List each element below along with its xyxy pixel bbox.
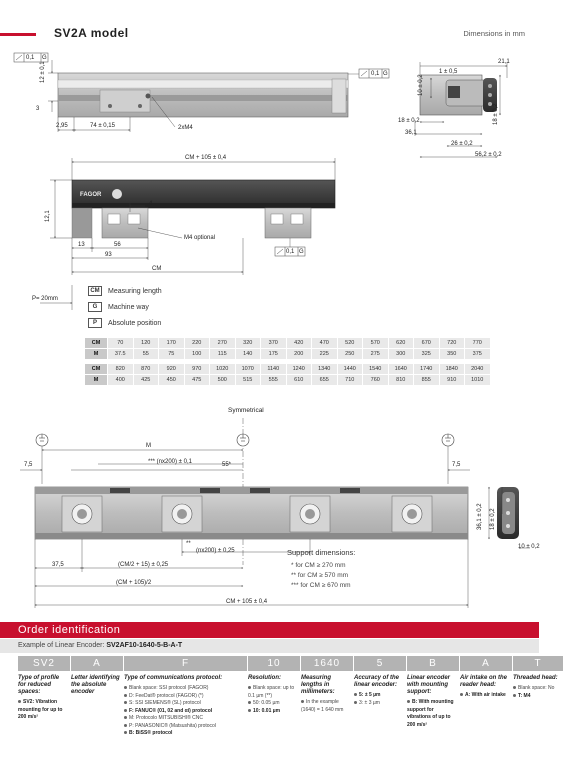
table-cell: 220 bbox=[185, 338, 210, 348]
legend bbox=[88, 283, 162, 331]
table-cell: 870 bbox=[134, 364, 159, 374]
table-cell: 710 bbox=[338, 375, 363, 385]
table-cell: 1070 bbox=[236, 364, 261, 374]
order-column-item bbox=[124, 708, 245, 716]
order-item-text: M: Protocolo MITSUBISHI® CNC bbox=[129, 715, 203, 721]
order-column-item bbox=[248, 685, 298, 700]
top-datum: G bbox=[42, 55, 47, 61]
table-cell: 760 bbox=[363, 375, 388, 385]
order-code-segment: 1640 bbox=[301, 656, 353, 671]
order-item-text: A: With air intake bbox=[465, 692, 506, 698]
table-cell: 1640 bbox=[389, 364, 414, 374]
table-cell: 670 bbox=[414, 338, 439, 348]
front-dim-13: 13 bbox=[78, 242, 85, 248]
example-label: Example of Linear Encoder: bbox=[18, 642, 105, 649]
order-column-heading: Measuring lengths in millimeters: bbox=[301, 675, 335, 695]
front-dim-12-1: 12,1 bbox=[45, 210, 51, 222]
table-cell: 75 bbox=[159, 349, 184, 359]
support-dimensions bbox=[287, 548, 355, 591]
bottom-dim-cm2: (CM/2 + 15) ± 0,25 bbox=[118, 562, 169, 568]
order-item-text: T: M4 bbox=[518, 692, 531, 699]
order-column-item bbox=[124, 730, 245, 738]
side-dim-1: 1 ± 0,5 bbox=[439, 69, 458, 75]
table-cell: 475 bbox=[185, 375, 210, 385]
side-dim-18b: 18 ± 0,2 bbox=[493, 103, 499, 125]
order-column-item bbox=[124, 723, 245, 731]
order-item-text: Blank space: SSI protocol (FAGOR) bbox=[129, 685, 209, 691]
order-item-text: S: SSI SIEMENS® (SL) protocol bbox=[129, 700, 201, 706]
table-cell: 555 bbox=[261, 375, 286, 385]
bullet-icon bbox=[513, 694, 516, 697]
order-column-heading: Resolution: bbox=[248, 675, 281, 681]
bottom-dim-10: 10 ± 0,2 bbox=[518, 544, 540, 550]
order-column-item bbox=[407, 699, 457, 729]
front-view-drawing bbox=[40, 158, 335, 310]
table-cell: 2040 bbox=[465, 364, 490, 374]
support-item: ** for CM ≥ 570 mm bbox=[291, 572, 349, 579]
table-cell: 920 bbox=[159, 364, 184, 374]
table-cell: 420 bbox=[287, 338, 312, 348]
table-cell: 570 bbox=[363, 338, 388, 348]
bullet-icon bbox=[124, 686, 127, 689]
order-column-item bbox=[18, 699, 68, 722]
order-item-text: P: PANASONIC® (Matsushita) protocol bbox=[129, 722, 216, 729]
bullet-icon bbox=[124, 701, 127, 704]
order-column-item bbox=[124, 700, 245, 708]
order-column-heading: Type of profile for reduced spaces: bbox=[18, 675, 60, 695]
bullet-icon bbox=[124, 731, 127, 734]
table-cell: 425 bbox=[134, 375, 159, 385]
dimensions-note: Dimensions in mm bbox=[463, 29, 525, 38]
top-view-drawing bbox=[14, 53, 389, 132]
order-item-text: 50: 0.05 µm bbox=[253, 700, 280, 706]
side-dim-36-1: 36,1 bbox=[405, 130, 417, 136]
order-item-text: B: With mounting support for vibrations of up to 200 m/s² bbox=[407, 699, 454, 728]
order-code-segment: A bbox=[460, 656, 512, 671]
table-cell: 320 bbox=[236, 338, 261, 348]
support-item: *** for CM ≥ 670 mm bbox=[291, 582, 351, 589]
table-cell: 140 bbox=[236, 349, 261, 359]
order-column-item bbox=[354, 692, 404, 700]
legend-key: G bbox=[88, 302, 102, 312]
table-row bbox=[85, 375, 490, 385]
screw-label: 2xM4 bbox=[178, 125, 193, 131]
order-column bbox=[71, 675, 124, 738]
order-code-segment: B bbox=[407, 656, 459, 671]
order-code-segment: SV2 bbox=[18, 656, 70, 671]
order-code-segment: 5 bbox=[354, 656, 406, 671]
table-cell: 500 bbox=[210, 375, 235, 385]
support-title: Support dimensions: bbox=[287, 548, 356, 557]
bullet-icon bbox=[248, 686, 251, 689]
table-cell: 720 bbox=[440, 338, 465, 348]
order-item-text: F: FANUC® (01, 02 and αi) protocol bbox=[129, 707, 213, 714]
side-dim-21-1: 21,1 bbox=[498, 59, 510, 65]
order-column-heading: Accuracy of the linear encoder: bbox=[354, 675, 400, 688]
table-cell: 520 bbox=[338, 338, 363, 348]
order-column-item bbox=[513, 685, 561, 693]
bottom-dim-cm105-2: (CM + 105)/2 bbox=[116, 580, 152, 586]
order-column bbox=[513, 675, 564, 738]
order-column bbox=[354, 675, 407, 738]
bullet-icon bbox=[18, 700, 21, 703]
bottom-dim-nx200b: (nx200) ± 0,25 bbox=[196, 548, 235, 554]
table-row bbox=[85, 349, 490, 359]
dim-74: 74 ± 0,15 bbox=[90, 123, 115, 129]
table-cell: 275 bbox=[363, 349, 388, 359]
bullet-icon bbox=[354, 693, 357, 696]
table-cell: 250 bbox=[338, 349, 363, 359]
table-cell: 200 bbox=[287, 349, 312, 359]
order-code-segment: A bbox=[71, 656, 123, 671]
front-dim-4: 4 bbox=[149, 201, 153, 207]
table-cell: 270 bbox=[210, 338, 235, 348]
order-column-item bbox=[301, 699, 351, 714]
table-cell: 1740 bbox=[414, 364, 439, 374]
order-column bbox=[460, 675, 513, 738]
table-cell: 855 bbox=[414, 375, 439, 385]
table-cell: 400 bbox=[108, 375, 133, 385]
dim-3: 3 bbox=[36, 106, 40, 112]
legend-text: Measuring length bbox=[108, 287, 162, 295]
side-dim-56-2: 56,2 ± 0,2 bbox=[475, 152, 502, 158]
table-cell: 1340 bbox=[312, 364, 337, 374]
bullet-icon bbox=[124, 716, 127, 719]
top-flatness-value: 0,1 bbox=[26, 55, 35, 61]
table-cell: 970 bbox=[185, 364, 210, 374]
table-cell: 100 bbox=[185, 349, 210, 359]
table-cell: 1020 bbox=[210, 364, 235, 374]
order-code-segment: T bbox=[513, 656, 563, 671]
table-cell: 37.5 bbox=[108, 349, 133, 359]
table-cell: 1540 bbox=[363, 364, 388, 374]
m4-optional-label: M4 optional bbox=[184, 235, 216, 241]
table-gap-cell bbox=[85, 360, 490, 363]
page-title: SV2A model bbox=[54, 26, 129, 40]
side-dim-10: 10 ± 0,2 bbox=[418, 74, 424, 96]
bottom-dim-37-5: 37,5 bbox=[52, 562, 64, 568]
table-cell: 515 bbox=[236, 375, 261, 385]
front-dim-56: 56 bbox=[114, 242, 121, 248]
bullet-icon bbox=[513, 686, 516, 689]
order-column-heading: Type of communications protocol: bbox=[124, 675, 223, 681]
legend-key: P bbox=[88, 318, 102, 328]
table-cell: 120 bbox=[134, 338, 159, 348]
legend-item bbox=[88, 315, 162, 331]
front-dim-93: 93 bbox=[105, 252, 112, 258]
top-right-datum: G bbox=[383, 71, 388, 77]
bullet-icon bbox=[301, 700, 304, 703]
fagor-logo-text: FAGOR bbox=[80, 192, 102, 198]
table-cell: 1440 bbox=[338, 364, 363, 374]
order-item-text: SV2: Vibration mounting for up to 200 m/s² bbox=[18, 699, 63, 720]
table-row-header: CM bbox=[85, 364, 107, 374]
dim-2-95: 2,95 bbox=[56, 123, 68, 129]
symmetrical-label: Symmetrical bbox=[228, 407, 264, 414]
table-cell: 810 bbox=[389, 375, 414, 385]
table-cell: 620 bbox=[389, 338, 414, 348]
table-cell: 910 bbox=[440, 375, 465, 385]
order-column-heading: Letter identifying the absolute encoder bbox=[71, 675, 120, 695]
bottom-dim-nx200: *** (nx200) ± 0,1 bbox=[148, 459, 192, 465]
side-dim-26: 26 ± 0,2 bbox=[451, 141, 473, 147]
table-cell: 450 bbox=[159, 375, 184, 385]
bottom-dim-cm105: CM + 105 ± 0,4 bbox=[226, 599, 268, 605]
table-cell: 1840 bbox=[440, 364, 465, 374]
order-columns bbox=[18, 675, 564, 738]
order-column-heading: Linear encoder with mounting support: bbox=[407, 675, 451, 695]
order-item-text: D: FeeDat® protocol (FAGOR) (*) bbox=[129, 692, 204, 699]
order-column-item bbox=[124, 685, 245, 693]
table-row bbox=[85, 364, 490, 374]
order-code-segment: F bbox=[124, 656, 247, 671]
bullet-icon bbox=[248, 709, 251, 712]
front-dim-cm105: CM + 105 ± 0,4 bbox=[185, 155, 227, 161]
bullet-icon bbox=[124, 724, 127, 727]
bottom-dim-star: ** bbox=[186, 541, 191, 547]
order-code-segment: 10 bbox=[248, 656, 300, 671]
order-column bbox=[301, 675, 354, 738]
order-example bbox=[0, 639, 539, 653]
order-title: Order identification bbox=[18, 624, 121, 636]
order-column bbox=[248, 675, 301, 738]
bottom-dim-7-5-right: 7,5 bbox=[452, 462, 461, 468]
table-row-header: M bbox=[85, 375, 107, 385]
bottom-view-drawing bbox=[20, 418, 530, 608]
table-cell: 470 bbox=[312, 338, 337, 348]
table-cell: 1240 bbox=[287, 364, 312, 374]
order-item-text: 10: 0.01 µm bbox=[253, 707, 281, 714]
table-row-header: M bbox=[85, 349, 107, 359]
order-column bbox=[18, 675, 71, 738]
order-column-heading: Air intake on the reader head: bbox=[460, 675, 508, 688]
support-item: * for CM ≥ 270 mm bbox=[291, 562, 346, 569]
legend-text: Absolute position bbox=[108, 319, 162, 327]
bullet-icon bbox=[407, 700, 410, 703]
legend-text: Machine way bbox=[108, 303, 149, 311]
order-item-text: Blank space: up to 0.1 µm (**) bbox=[248, 685, 295, 699]
table-cell: 1140 bbox=[261, 364, 286, 374]
table-cell: 1010 bbox=[465, 375, 490, 385]
order-column bbox=[124, 675, 248, 738]
table-cell: 350 bbox=[440, 349, 465, 359]
cm-m-table bbox=[84, 337, 491, 386]
table-gap bbox=[85, 360, 490, 363]
bottom-dim-36-1: 36,1 ± 0,2 bbox=[477, 503, 483, 530]
table-cell: 820 bbox=[108, 364, 133, 374]
front-dim-cm: CM bbox=[152, 266, 162, 272]
table-cell: 225 bbox=[312, 349, 337, 359]
example-code: SV2AF10-1640-5-B-A-T bbox=[106, 642, 183, 649]
front-flatness-value: 0,1 bbox=[286, 249, 295, 255]
bottom-dim-7-5-left: 7,5 bbox=[24, 462, 33, 468]
table-row bbox=[85, 338, 490, 348]
table-cell: 300 bbox=[389, 349, 414, 359]
top-right-flatness-value: 0,1 bbox=[371, 71, 380, 77]
table-cell: 115 bbox=[210, 349, 235, 359]
legend-item bbox=[88, 283, 162, 299]
table-cell: 655 bbox=[312, 375, 337, 385]
bottom-dim-m: M bbox=[146, 443, 151, 449]
order-column-item bbox=[124, 715, 245, 723]
table-cell: 375 bbox=[465, 349, 490, 359]
bullet-icon bbox=[124, 694, 127, 697]
table-cell: 55 bbox=[134, 349, 159, 359]
order-column-item bbox=[513, 693, 561, 701]
order-column-item bbox=[124, 693, 245, 701]
order-item-text: 3: ± 3 µm bbox=[359, 699, 380, 706]
order-item-text: Blank space: No bbox=[518, 685, 555, 691]
table-cell: 770 bbox=[465, 338, 490, 348]
front-datum: G bbox=[299, 249, 304, 255]
order-column-item bbox=[248, 708, 298, 716]
table-cell: 175 bbox=[261, 349, 286, 359]
order-code-strip bbox=[18, 656, 564, 671]
table-row-header: CM bbox=[85, 338, 107, 348]
p-position-label: P= 20mm bbox=[32, 296, 58, 302]
bullet-icon bbox=[248, 701, 251, 704]
order-column-heading: Threaded head: bbox=[513, 675, 558, 681]
bullet-icon bbox=[124, 709, 127, 712]
table-cell: 70 bbox=[108, 338, 133, 348]
order-item-text: 5: ± 5 µm bbox=[359, 692, 381, 698]
bottom-dim-18: 18 ± 0,2 bbox=[490, 508, 496, 530]
order-item-text: B: BiSS® protocol bbox=[129, 730, 173, 736]
legend-item bbox=[88, 299, 162, 315]
bottom-dim-55: 55* bbox=[222, 462, 232, 468]
order-column-item bbox=[354, 700, 404, 708]
order-column-item bbox=[248, 700, 298, 708]
table-cell: 610 bbox=[287, 375, 312, 385]
order-column bbox=[407, 675, 460, 738]
table-cell: 325 bbox=[414, 349, 439, 359]
dim-12: 12 ± 0,1 bbox=[40, 61, 46, 83]
table-cell: 170 bbox=[159, 338, 184, 348]
legend-key: CM bbox=[88, 286, 102, 296]
side-dim-18a: 18 ± 0,2 bbox=[398, 118, 420, 124]
bullet-icon bbox=[460, 693, 463, 696]
order-column-item bbox=[460, 692, 510, 700]
order-item-text: In the example (1640) = 1 640 mm bbox=[301, 699, 344, 713]
bullet-icon bbox=[354, 701, 357, 704]
table-cell: 370 bbox=[261, 338, 286, 348]
